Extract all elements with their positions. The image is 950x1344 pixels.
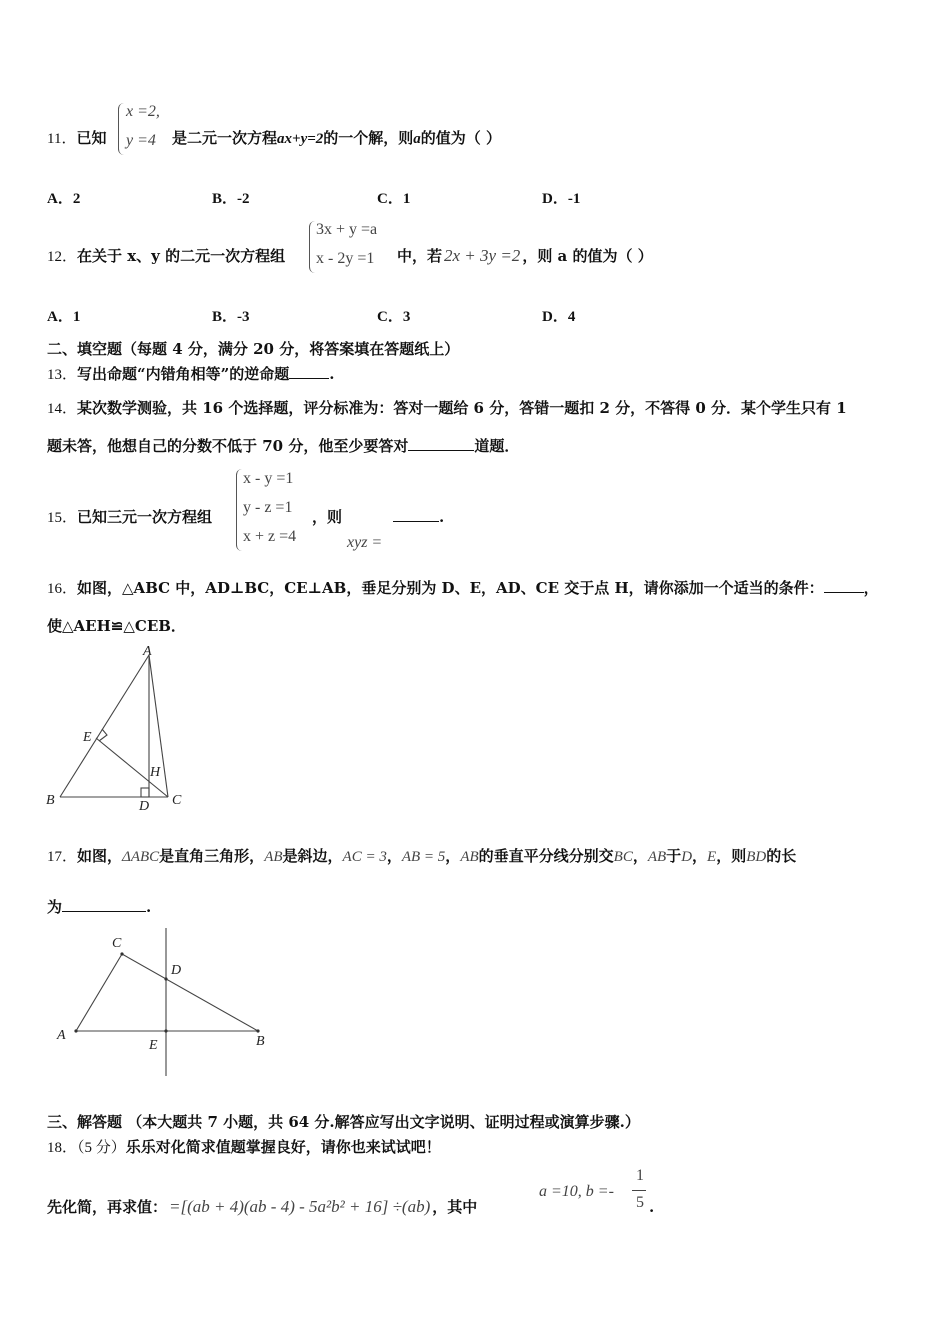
section-3-title: 三、解答题 （本大题共 7 小题，共 64 分.解答应写出文字说明、证明过程或演算步骤.） (47, 1113, 640, 1131)
q11-variable: a (413, 131, 421, 147)
q16-label-c: C (172, 793, 182, 808)
q15-brace (236, 469, 242, 551)
q11-system-row-2: y =4 (126, 132, 156, 149)
q18-expression: =[(ab + 4)(ab - 4) - 5a²b² + 16] ÷(ab) (169, 1197, 431, 1216)
q15-system-row-2: y - z =1 (243, 499, 293, 516)
q17-line-1 (47, 846, 796, 867)
q18-prefix: 先化简，再求值： (47, 1198, 168, 1216)
q13-end: . (329, 365, 335, 383)
q11-equation: ax+y=2 (277, 131, 324, 147)
q12-brace (309, 221, 315, 273)
q15-line (47, 507, 212, 528)
q14-line-1 (47, 398, 847, 419)
q17-sep-4: ， (692, 847, 708, 865)
section-2-title: 二、填空题（每题 4 分，满分 20 分，将答案填在答题纸上） (47, 340, 460, 358)
q16-line-1 (47, 578, 879, 599)
q11-option-a: A．2 (47, 191, 81, 207)
q12-system-row-1: 3x + y =a (316, 221, 378, 238)
q12-text-2: ，则 a 的值为（ ） (522, 247, 653, 265)
q17-label-a: A (57, 1028, 66, 1043)
q13-number: 13． (47, 367, 78, 383)
q17-text-3: 的垂直平分线分别交 (478, 847, 614, 865)
q17-sep-3: ， (632, 847, 648, 865)
q13-answer-blank[interactable] (289, 364, 329, 379)
q18-fraction-denominator: 5 (636, 1194, 644, 1211)
q17-bd: BD (746, 849, 767, 865)
q16-line-2: 使△AEH≌△CEB． (47, 617, 186, 635)
q16-label-h: H (150, 765, 161, 780)
q14-text-2: 题未答，他想自己的分数不低于 70 分，他至少要答对 (47, 437, 409, 455)
q11-brace (118, 103, 124, 155)
q12-option-a: A．1 (47, 309, 81, 325)
q11-text-1: 是二元一次方程 (172, 129, 278, 147)
q12-number: 12． (47, 249, 78, 265)
q18-fraction-numerator: 1 (636, 1167, 644, 1184)
q12-option-c: C．3 (377, 309, 411, 325)
q17-triangle: ΔABC (122, 849, 160, 865)
q18-number: 18． (47, 1140, 78, 1156)
q12-system-row-2: x - 2y =1 (316, 250, 375, 267)
q17-text-5: ，则 (716, 847, 747, 865)
q17-label-d: D (171, 963, 182, 978)
q17-text-2: 是斜边， (282, 847, 343, 865)
q17-prefix: 如图， (77, 847, 123, 865)
q17-sep-1: ， (386, 847, 402, 865)
q17-ab-value: AB = 5 (401, 849, 446, 865)
q18-text: 乐乐对化简求值题掌握良好，请你也来试试吧！ (125, 1138, 441, 1156)
q11-line (47, 128, 106, 149)
q15-answer (393, 507, 444, 527)
q17-e: E (707, 849, 717, 865)
q15-prefix: 已知三元一次方程组 (77, 508, 213, 526)
q13-text: 写出命题“内错角相等”的逆命题 (77, 365, 290, 383)
q18-line-1 (47, 1137, 441, 1158)
q17-answer-blank[interactable] (62, 897, 146, 912)
q18-fraction-bar (632, 1190, 646, 1191)
q17-line-2 (47, 897, 151, 917)
q11-number: 11． (47, 131, 77, 147)
q16-label-b: B (46, 793, 55, 808)
q18-condition: a =10, b =- (539, 1183, 614, 1200)
q17-d: D (681, 849, 693, 865)
q12-statement (397, 246, 653, 266)
q17-ac: AC = 3 (342, 849, 387, 865)
q12-text-1: 中，若 (397, 247, 443, 265)
q16-label-d: D (139, 799, 150, 812)
q12-option-d: D．4 (542, 309, 576, 325)
q15-expression: xyz = (347, 534, 383, 551)
q16-number: 16． (47, 581, 78, 597)
q11-statement (172, 128, 501, 149)
q17-text-1: 是直角三角形， (159, 847, 265, 865)
q16-label-a: A (143, 644, 152, 659)
q18-end: . (649, 1198, 655, 1216)
q17-label-b: B (256, 1034, 265, 1049)
q11-prefix: 已知 (76, 129, 107, 147)
q16-comma: ， (863, 579, 879, 597)
q11-system-row-1: x =2, (126, 103, 160, 120)
q17-label-e: E (149, 1038, 158, 1053)
q17-number: 17． (47, 849, 78, 865)
q17-end: . (146, 898, 152, 916)
q16-answer-blank[interactable] (824, 578, 864, 593)
q11-text-2: 的一个解，则 (323, 129, 414, 147)
q11-option-d: D．-1 (542, 191, 581, 207)
q14-number: 14． (47, 401, 78, 417)
q17-ab-3: AB (647, 849, 667, 865)
q11-option-c: C．1 (377, 191, 411, 207)
q17-bc: BC (613, 849, 633, 865)
q18-line-2 (47, 1197, 477, 1217)
q15-answer-blank[interactable] (393, 507, 439, 522)
q17-right-triangle-figure (50, 928, 290, 1078)
q15-end: . (439, 508, 445, 526)
q16-text-1: 如图，△ABC 中，AD⊥BC，CE⊥AB，垂足分别为 D、E，AD、CE 交于点 H，请你添加一个适当的条件： (77, 579, 824, 597)
q14-line-2 (47, 436, 519, 456)
q16-triangle-figure (40, 642, 200, 812)
q17-text-7: 为 (47, 898, 63, 916)
q17-ab-2: AB (460, 849, 479, 865)
q15-system-row-3: x + z =4 (243, 528, 297, 545)
q16-label-e: E (83, 730, 92, 745)
q14-answer-blank[interactable] (408, 436, 474, 451)
q17-sep-2: ， (445, 847, 461, 865)
q15-then: ，则 (312, 508, 343, 526)
q12-prefix: 在关于 x、y 的二元一次方程组 (77, 247, 286, 265)
q15-number: 15． (47, 510, 78, 526)
q12-option-b: B．-3 (212, 309, 250, 325)
q15-system-row-1: x - y =1 (243, 470, 294, 487)
q11-option-b: B．-2 (212, 191, 250, 207)
q17-label-c: C (112, 936, 122, 951)
q12-line (47, 246, 285, 267)
q11-text-3: 的值为（ ） (420, 129, 502, 147)
q18-score: （5 分） (77, 1140, 126, 1156)
q12-condition: 2x + 3y =2 (444, 246, 521, 265)
q13-line (47, 364, 335, 385)
q18-where: ，其中 (432, 1198, 478, 1216)
q17-text-4: 于 (666, 847, 682, 865)
q14-text-1: 某次数学测验，共 16 个选择题，评分标准为：答对一题给 6 分，答错一题扣 2 分，不答得 0 分．某个学生只有 1 (77, 399, 847, 417)
q17-text-6: 的长 (766, 847, 797, 865)
q14-text-3: 道题． (474, 437, 520, 455)
q17-ab: AB (264, 849, 283, 865)
